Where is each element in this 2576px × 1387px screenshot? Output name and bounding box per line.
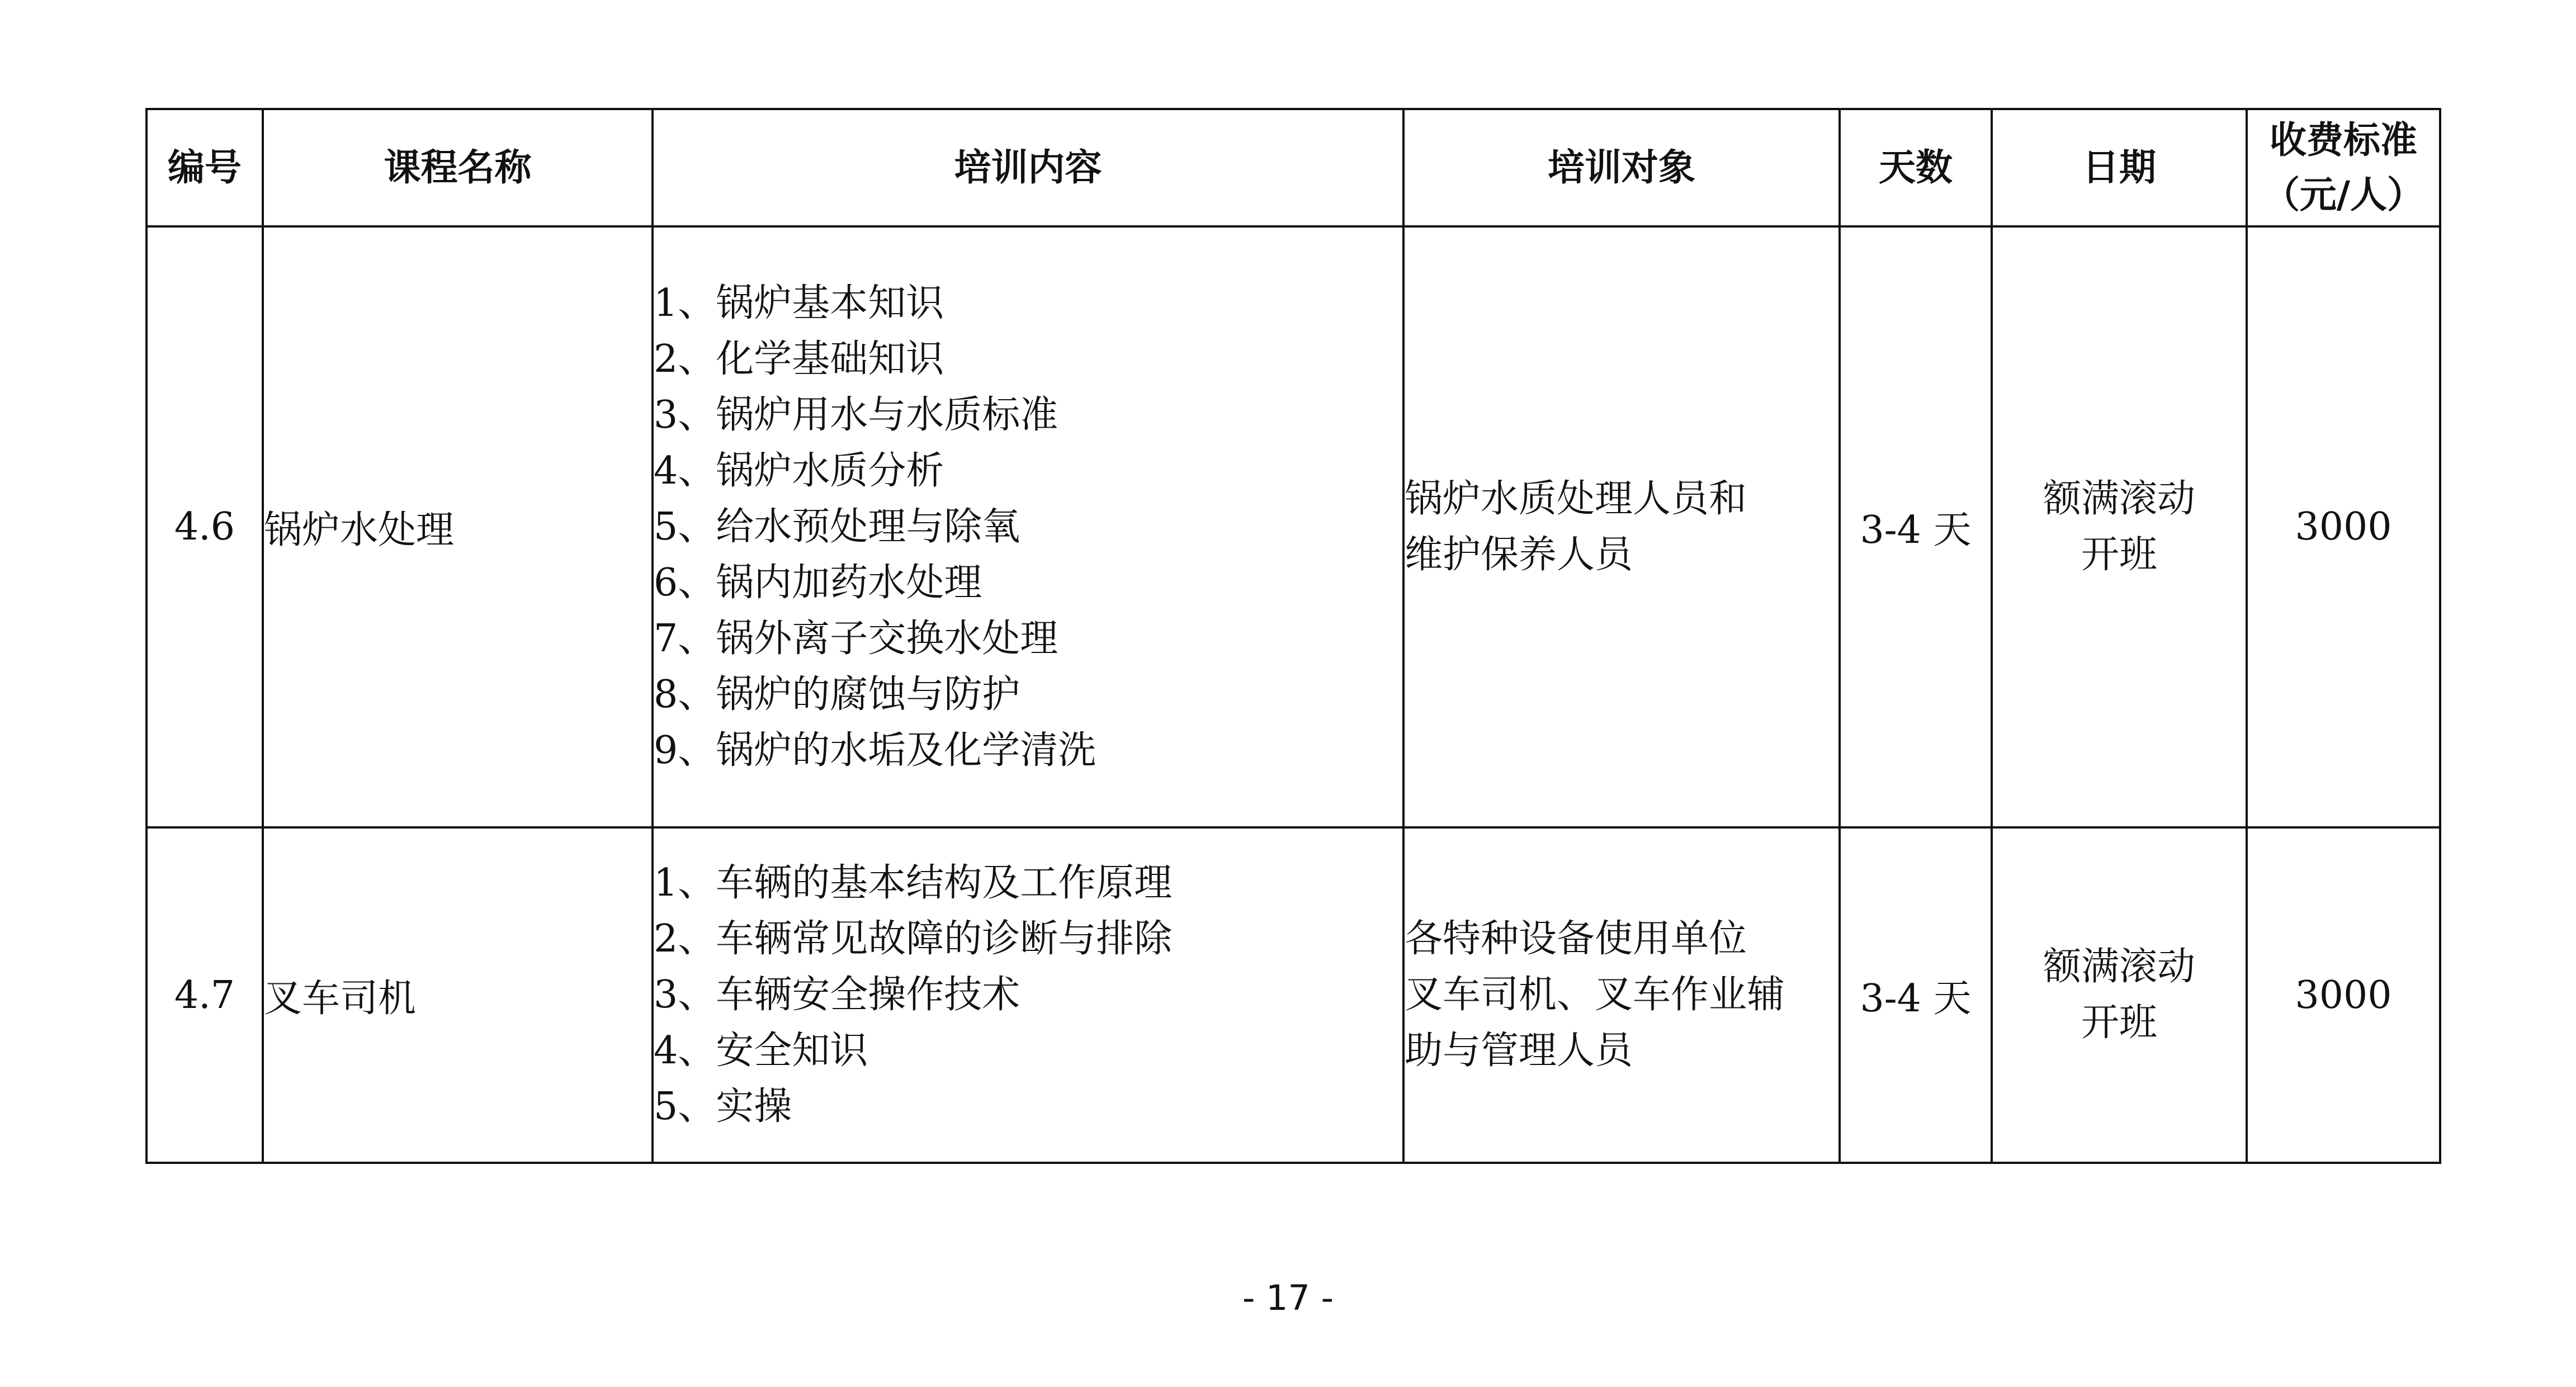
course-name: 锅炉水处理 xyxy=(263,226,653,827)
target-line: 助与管理人员 xyxy=(1405,1029,1633,1073)
content-item: 2、车辆常见故障的诊断与排除 xyxy=(654,917,1173,961)
training-content xyxy=(653,827,1403,1163)
course-table xyxy=(145,108,2441,1164)
content-item: 5、给水预处理与除氧 xyxy=(654,504,1020,549)
content-item: 1、锅炉基本知识 xyxy=(654,281,944,325)
date-line: 额满滚动 xyxy=(2043,945,2195,989)
date-line: 额满滚动 xyxy=(2043,476,2195,521)
page-number: - 17 - xyxy=(1242,1277,1334,1318)
content-item: 7、锅外离子交换水处理 xyxy=(654,616,1058,661)
table-header-row xyxy=(146,109,2440,226)
content-item: 8、锅炉的腐蚀与防护 xyxy=(654,672,1020,717)
header-training-content: 培训内容 xyxy=(653,109,1403,226)
content-item: 4、安全知识 xyxy=(654,1029,868,1073)
header-course-name: 课程名称 xyxy=(263,109,653,226)
days: 3-4 天 xyxy=(1840,827,1992,1163)
table-row xyxy=(146,226,2440,827)
days: 3-4 天 xyxy=(1840,226,1992,827)
target-line: 叉车司机、叉车作业辅 xyxy=(1405,973,1785,1017)
header-fee-line1: 收费标准 xyxy=(2270,119,2417,162)
date-line: 开班 xyxy=(2081,532,2157,577)
target-line: 各特种设备使用单位 xyxy=(1405,917,1747,961)
target-line: 维护保养人员 xyxy=(1405,532,1633,577)
content-item: 5、实操 xyxy=(654,1085,792,1129)
row-number: 4.7 xyxy=(146,827,263,1163)
content-item: 6、锅内加药水处理 xyxy=(654,560,982,605)
header-training-target: 培训对象 xyxy=(1403,109,1840,226)
content-item: 1、车辆的基本结构及工作原理 xyxy=(654,861,1173,905)
content-item: 9、锅炉的水垢及化学清洗 xyxy=(654,728,1096,773)
header-fee xyxy=(2247,109,2440,226)
schedule-date xyxy=(1992,827,2247,1163)
date-line: 开班 xyxy=(2081,1001,2157,1045)
target-line: 锅炉水质处理人员和 xyxy=(1405,476,1747,521)
training-content xyxy=(653,226,1403,827)
header-fee-line2: （元/人） xyxy=(2262,173,2424,216)
fee: 3000 xyxy=(2247,226,2440,827)
training-target xyxy=(1403,226,1840,827)
header-date: 日期 xyxy=(1992,109,2247,226)
content-item: 4、锅炉水质分析 xyxy=(654,448,944,493)
schedule-date xyxy=(1992,226,2247,827)
table-row xyxy=(146,827,2440,1163)
row-number: 4.6 xyxy=(146,226,263,827)
content-item: 3、车辆安全操作技术 xyxy=(654,973,1020,1017)
fee: 3000 xyxy=(2247,827,2440,1163)
content-item: 2、化学基础知识 xyxy=(654,337,944,381)
header-days: 天数 xyxy=(1840,109,1992,226)
training-target xyxy=(1403,827,1840,1163)
content-item: 3、锅炉用水与水质标准 xyxy=(654,392,1058,437)
header-no: 编号 xyxy=(146,109,263,226)
course-name: 叉车司机 xyxy=(263,827,653,1163)
